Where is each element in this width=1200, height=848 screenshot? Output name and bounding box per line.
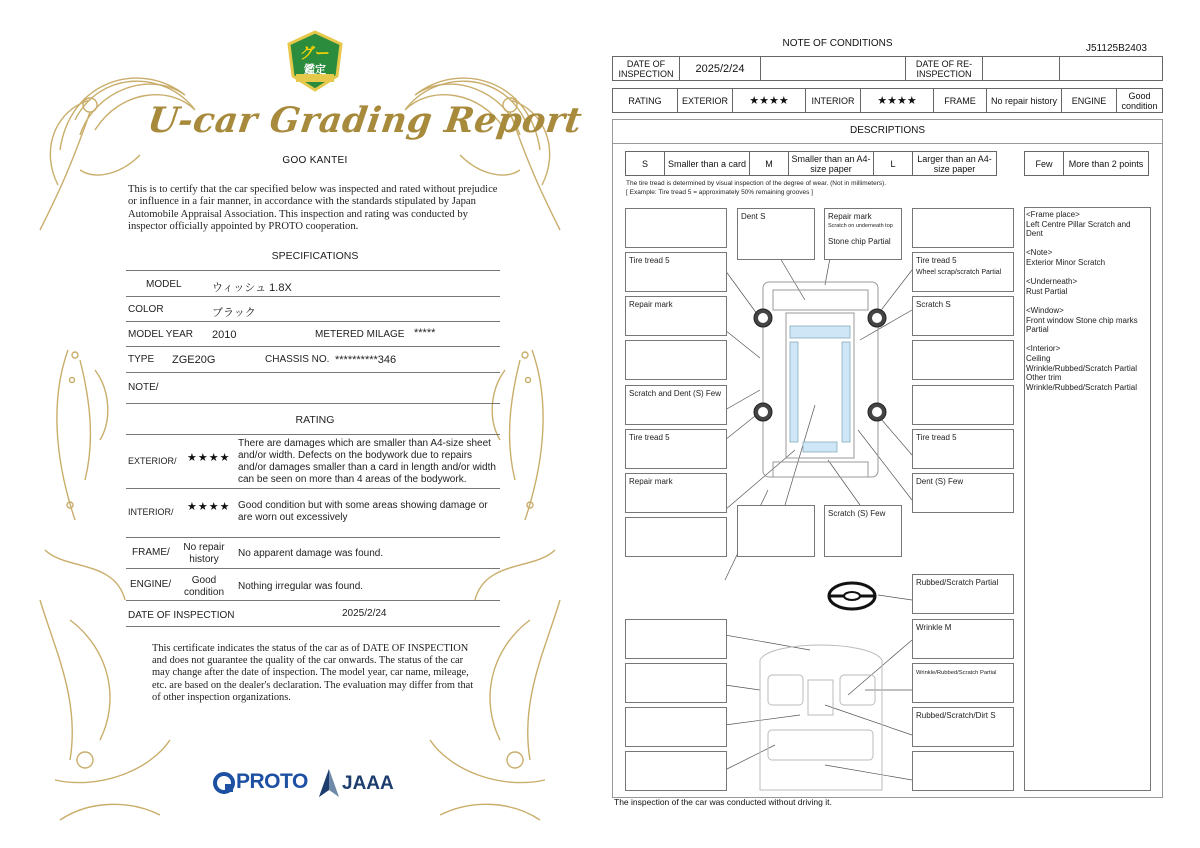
note-line: <Note> (1026, 248, 1053, 258)
note-of-conditions (600, 0, 1200, 848)
legend-m: M (750, 152, 789, 176)
divider (126, 346, 500, 347)
divider (126, 600, 500, 601)
frame-value: No repair history (183, 542, 225, 565)
svg-text:鑑定: 鑑定 (304, 63, 326, 76)
note-line (1026, 335, 1146, 345)
damage-box (625, 340, 727, 380)
notes-list (1026, 210, 1146, 392)
interior-description: Good condition but with some areas showing damage or are worn out excessively (238, 500, 488, 523)
interior-box (625, 663, 727, 703)
exterior-stars: ★★★★ (733, 89, 806, 113)
note-line: Left Centre Pillar Scratch and Dent (1026, 219, 1131, 239)
damage-box-tire: Tire tread 5 Wheel scrap/scratch Partial (912, 252, 1014, 292)
damage-box (912, 340, 1014, 380)
damage-box-scratch: Scratch (S) Few (824, 505, 902, 557)
engine-description: Nothing irregular was found. (238, 581, 364, 592)
divider (126, 488, 500, 489)
interior-box-trim: Wrinkle/Rubbed/Scratch Partial (912, 663, 1014, 703)
note-title: NOTE OF CONDITIONS (782, 38, 893, 49)
damage-box-scratch: Scratch S (912, 296, 1014, 336)
note-label: NOTE/ (128, 382, 159, 393)
damage-box-repair: Repair mark (625, 473, 727, 513)
date-of-inspection-label: DATE OF INSPECTION (613, 57, 680, 81)
certificate-disclaimer: This certificate indicates the status of the car as of DATE OF INSPECTION and does not guarantee the quality of the car onwards. The status of the car may change after the date of inspection. The model year, car name, mileage, etc. are based on the dealer's declaration. The evaluation may differ from that of other inspection organizations. (152, 643, 474, 703)
legend-l-desc: Larger than an A4-size paper (913, 152, 997, 176)
metered-mileage-label: METERED MILAGE (315, 329, 405, 340)
proto-logo-icon (213, 772, 235, 794)
chassis-value: **********346 (335, 354, 397, 366)
damage-box (625, 517, 727, 557)
note-line (1026, 268, 1146, 278)
damage-box-tire: Tire tread 5 (625, 252, 727, 292)
note-line: Wrinkle/Rubbed/Scratch Partial (1026, 382, 1138, 392)
model-label: MODEL (146, 279, 182, 290)
note-line (1026, 239, 1146, 249)
damage-box-scratch-dent: Scratch and Dent (S) Few (625, 385, 727, 425)
damage-box-tire: Tire tread 5 (912, 429, 1014, 469)
note-line: <Window> (1026, 305, 1064, 315)
rating-label: RATING (613, 89, 678, 113)
divider (126, 568, 500, 569)
engine-label: ENGINE/ (130, 579, 172, 590)
damage-box-repair: Repair mark Scratch on underneath top Stone chip Partial (824, 208, 902, 260)
frame-value: No repair history (987, 89, 1062, 113)
note-line: <Underneath> (1026, 277, 1078, 287)
note-line (1026, 296, 1146, 306)
interior-stars: ★★★★ (861, 89, 934, 113)
damage-box-tire: Tire tread 5 (625, 429, 727, 469)
damage-box (625, 208, 727, 248)
damage-box (912, 208, 1014, 248)
engine-label: ENGINE (1062, 89, 1117, 113)
jaaa-logo-text: JAAA (342, 773, 394, 794)
interior-box-ceiling: Wrinkle M (912, 619, 1014, 659)
divider (126, 434, 500, 435)
goo-kantei-badge-icon (286, 30, 344, 92)
type-label: TYPE (128, 354, 155, 365)
divider (126, 296, 500, 297)
note-line: Rust Partial (1026, 286, 1068, 296)
damage-box-dent: Dent (S) Few (912, 473, 1014, 513)
model-value: ウィッシュ 1.8X (212, 282, 292, 294)
interior-box (625, 751, 727, 791)
divider (126, 321, 500, 322)
proto-logo-text: PROTO (236, 770, 308, 793)
note-line: <Frame place> (1026, 210, 1080, 219)
legend-l: L (874, 152, 913, 176)
engine-value: Good condition (1117, 89, 1163, 113)
certification-text: This is to certify that the car specified below was inspected and rated without prejudice or influence in a fair manner, in accordance with the standards stipulated by Japan Automobile Appraisal Association. This inspection and rating was conducted by inspector officially appointed by PROTO cooperation. (128, 184, 498, 233)
date-of-inspection-value: 2025/2/24 (342, 608, 387, 619)
chassis-label: CHASSIS NO. (265, 354, 330, 365)
interior-box (912, 751, 1014, 791)
divider (126, 403, 500, 404)
exterior-description: There are damages which are smaller than A4-size sheet and/or width. Defects on the bodywork due to repairs and/or damages smaller than a card in length and/or width can be seen on more than 4 areas of the bodywork. (238, 438, 496, 485)
report-title: U-car Grading Report (145, 100, 585, 141)
note-line: <Interior> (1026, 344, 1061, 354)
divider (126, 626, 500, 627)
tire-tread-note: The tire tread is determined by visual inspection of the degree of wear. (Not in millimeters). (626, 180, 887, 187)
note-line: Front window Stone chip marks Partial (1026, 315, 1138, 335)
steering-wheel-icon (829, 583, 875, 609)
interior-label: INTERIOR (806, 89, 861, 113)
interior-stars: ★★★★ (187, 501, 231, 513)
model-year-value: 2010 (212, 329, 237, 341)
jaaa-logo-icon (318, 768, 340, 798)
date-of-reinspection-label: DATE OF RE-INSPECTION (906, 57, 983, 81)
damage-box-repair: Repair mark (625, 296, 727, 336)
legend-m-desc: Smaller than an A4-size paper (789, 152, 874, 176)
note-line: Wrinkle/Rubbed/Scratch Partial (1026, 363, 1138, 373)
frame-label: FRAME (934, 89, 987, 113)
engine-value: Good condition (183, 575, 225, 598)
interior-box-steering: Rubbed/Scratch Partial (912, 574, 1014, 614)
exterior-stars: ★★★★ (187, 452, 231, 464)
exterior-label: EXTERIOR (678, 89, 733, 113)
damage-box-dent: Dent S (737, 208, 815, 260)
tire-tread-example: [ Example: Tire tread 5 = approximately 50% remaining grooves ] (626, 189, 813, 196)
interior-box (625, 707, 727, 747)
damage-box (912, 385, 1014, 425)
color-label: COLOR (128, 304, 164, 315)
report-subtitle: GOO KANTEI (282, 155, 348, 166)
divider (126, 537, 500, 538)
driving-disclaimer: The inspection of the car was conducted without driving it. (614, 797, 832, 807)
descriptions-heading: DESCRIPTIONS (849, 125, 925, 136)
divider (126, 270, 500, 271)
legend-s-desc: Smaller than a card (665, 152, 750, 176)
note-line: Ceiling (1026, 353, 1051, 363)
metered-mileage-value: ***** (414, 327, 436, 339)
rating-heading: RATING (295, 414, 335, 426)
legend-s: S (626, 152, 665, 176)
specifications-heading: SPECIFICATIONS (271, 250, 359, 262)
legend-few-desc: More than 2 points (1064, 152, 1149, 176)
color-value: ブラック (212, 307, 256, 319)
frame-description: No apparent damage was found. (238, 548, 384, 559)
frame-label: FRAME/ (132, 547, 170, 558)
note-line: Exterior Minor Scratch (1026, 257, 1106, 267)
legend-few: Few (1025, 152, 1064, 176)
date-of-inspection-value: 2025/2/24 (680, 57, 761, 81)
note-line: Other trim (1026, 373, 1062, 383)
document-id: J51125B2403 (1086, 43, 1147, 54)
exterior-label: EXTERIOR/ (128, 456, 177, 466)
svg-text:グー: グー (299, 44, 331, 62)
interior-box-seat: Rubbed/Scratch/Dirt S (912, 707, 1014, 747)
type-value: ZGE20G (172, 354, 216, 366)
damage-box (737, 505, 815, 557)
interior-label: INTERIOR/ (128, 507, 174, 517)
divider (126, 372, 500, 373)
model-year-label: MODEL YEAR (128, 329, 194, 340)
date-of-inspection-label: DATE OF INSPECTION (128, 610, 235, 621)
interior-box (625, 619, 727, 659)
